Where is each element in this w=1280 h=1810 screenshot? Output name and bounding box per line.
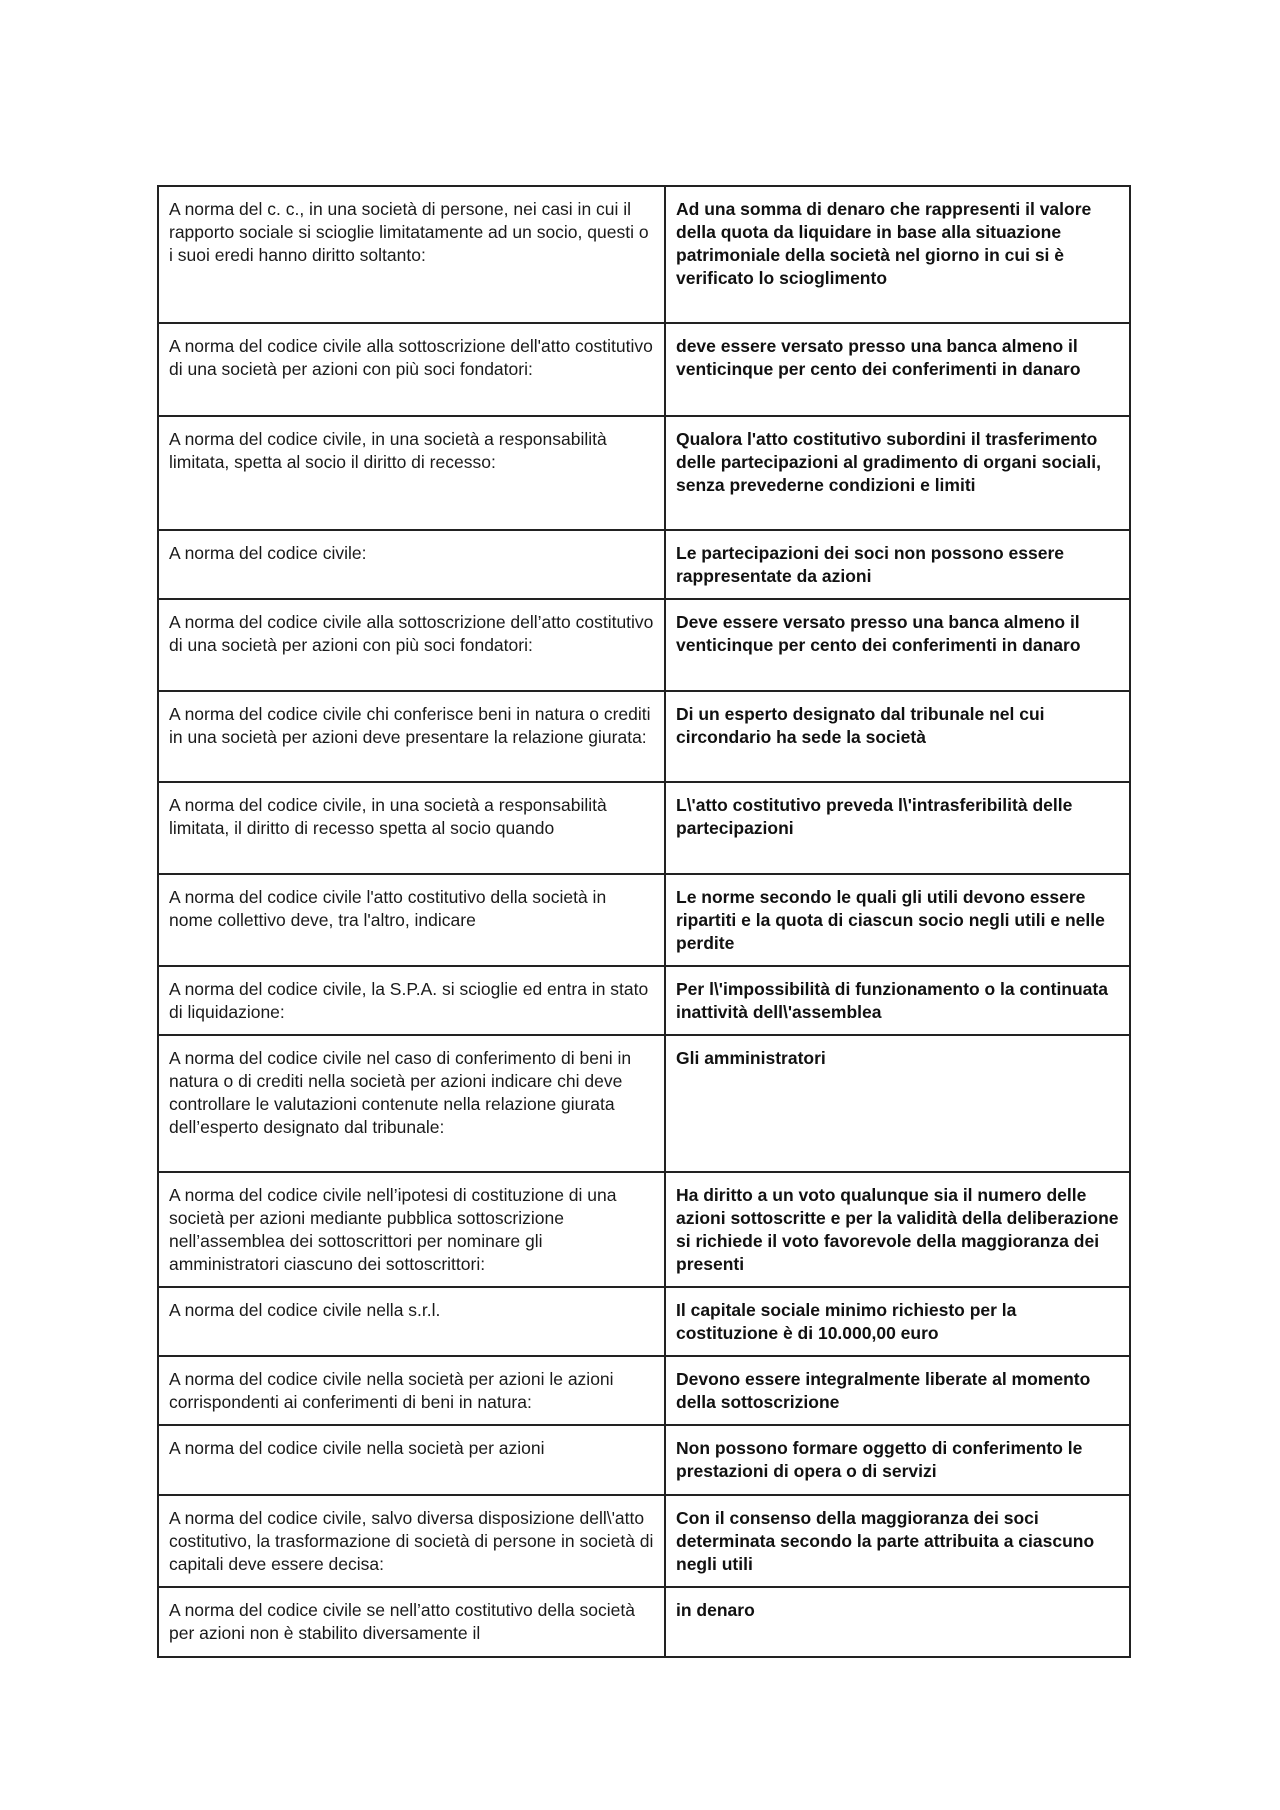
question-cell: A norma del c. c., in una società di persone, nei casi in cui il rapporto sociale si scioglie limitatamente ad un socio, questi o i suoi eredi hanno diritto soltanto: [158,186,665,323]
answer-cell: Gli amministratori [665,1035,1130,1172]
question-cell: A norma del codice civile nella s.r.l. [158,1287,665,1356]
question-cell: A norma del codice civile alla sottoscrizione dell’atto costitutivo di una società per azioni con più soci fondatori: [158,599,665,691]
table-row [158,1495,1130,1587]
question-cell: A norma del codice civile alla sottoscrizione dell'atto costitutivo di una società per azioni con più soci fondatori: [158,323,665,416]
table-row [158,1425,1130,1495]
answer-cell: Devono essere integralmente liberate al momento della sottoscrizione [665,1356,1130,1425]
question-cell: A norma del codice civile nel caso di conferimento di beni in natura o di crediti nella società per azioni indicare chi deve controllare le valutazioni contenute nella relazione giurata dell’esperto designato dal tribunale: [158,1035,665,1172]
table-row [158,1172,1130,1287]
table-row [158,530,1130,599]
table-row [158,874,1130,966]
question-cell: A norma del codice civile nell’ipotesi di costituzione di una società per azioni mediante pubblica sottoscrizione nell’assemblea dei sottoscrittori per nominare gli amministratori ciascuno dei sottoscrittori: [158,1172,665,1287]
table-row [158,782,1130,874]
answer-cell: Le norme secondo le quali gli utili devono essere ripartiti e la quota di ciascun socio negli utili e nelle perdite [665,874,1130,966]
table-row [158,1287,1130,1356]
table-row [158,1035,1130,1172]
answer-cell: L\'atto costitutivo preveda l\'intrasferibilità delle partecipazioni [665,782,1130,874]
question-cell: A norma del codice civile, in una società a responsabilità limitata, il diritto di recesso spetta al socio quando [158,782,665,874]
table-row [158,1587,1130,1657]
question-cell: A norma del codice civile, la S.P.A. si scioglie ed entra in stato di liquidazione: [158,966,665,1035]
answer-cell: deve essere versato presso una banca almeno il venticinque per cento dei conferimenti in danaro [665,323,1130,416]
table-row [158,966,1130,1035]
answer-cell: Deve essere versato presso una banca almeno il venticinque per cento dei conferimenti in danaro [665,599,1130,691]
answer-cell: Ad una somma di denaro che rappresenti il valore della quota da liquidare in base alla situazione patrimoniale della società nel giorno in cui si è verificato lo scioglimento [665,186,1130,323]
question-cell: A norma del codice civile nella società per azioni le azioni corrispondenti ai conferimenti di beni in natura: [158,1356,665,1425]
table-row [158,691,1130,782]
question-cell: A norma del codice civile, salvo diversa disposizione dell\'atto costitutivo, la trasformazione di società di persone in società di capitali deve essere decisa: [158,1495,665,1587]
answer-cell: Per l\'impossibilità di funzionamento o la continuata inattività dell\'assemblea [665,966,1130,1035]
table-row [158,416,1130,530]
question-cell: A norma del codice civile chi conferisce beni in natura o crediti in una società per azioni deve presentare la relazione giurata: [158,691,665,782]
question-cell: A norma del codice civile se nell’atto costitutivo della società per azioni non è stabilito diversamente il [158,1587,665,1657]
table-row [158,186,1130,323]
question-cell: A norma del codice civile l'atto costitutivo della società in nome collettivo deve, tra l'altro, indicare [158,874,665,966]
answer-cell: Non possono formare oggetto di conferimento le prestazioni di opera o di servizi [665,1425,1130,1495]
answer-cell: Di un esperto designato dal tribunale nel cui circondario ha sede la società [665,691,1130,782]
answer-cell: in denaro [665,1587,1130,1657]
answer-cell: Con il consenso della maggioranza dei soci determinata secondo la parte attribuita a ciascuno negli utili [665,1495,1130,1587]
table-row [158,1356,1130,1425]
answer-cell: Le partecipazioni dei soci non possono essere rappresentate da azioni [665,530,1130,599]
qa-table [157,185,1131,1658]
question-cell: A norma del codice civile, in una società a responsabilità limitata, spetta al socio il diritto di recesso: [158,416,665,530]
question-cell: A norma del codice civile: [158,530,665,599]
answer-cell: Ha diritto a un voto qualunque sia il numero delle azioni sottoscritte e per la validità della deliberazione si richiede il voto favorevole della maggioranza dei presenti [665,1172,1130,1287]
question-cell: A norma del codice civile nella società per azioni [158,1425,665,1495]
answer-cell: Il capitale sociale minimo richiesto per la costituzione è di 10.000,00 euro [665,1287,1130,1356]
table-row [158,323,1130,416]
answer-cell: Qualora l'atto costitutivo subordini il trasferimento delle partecipazioni al gradimento di organi sociali, senza prevederne condizioni e limiti [665,416,1130,530]
table-row [158,599,1130,691]
